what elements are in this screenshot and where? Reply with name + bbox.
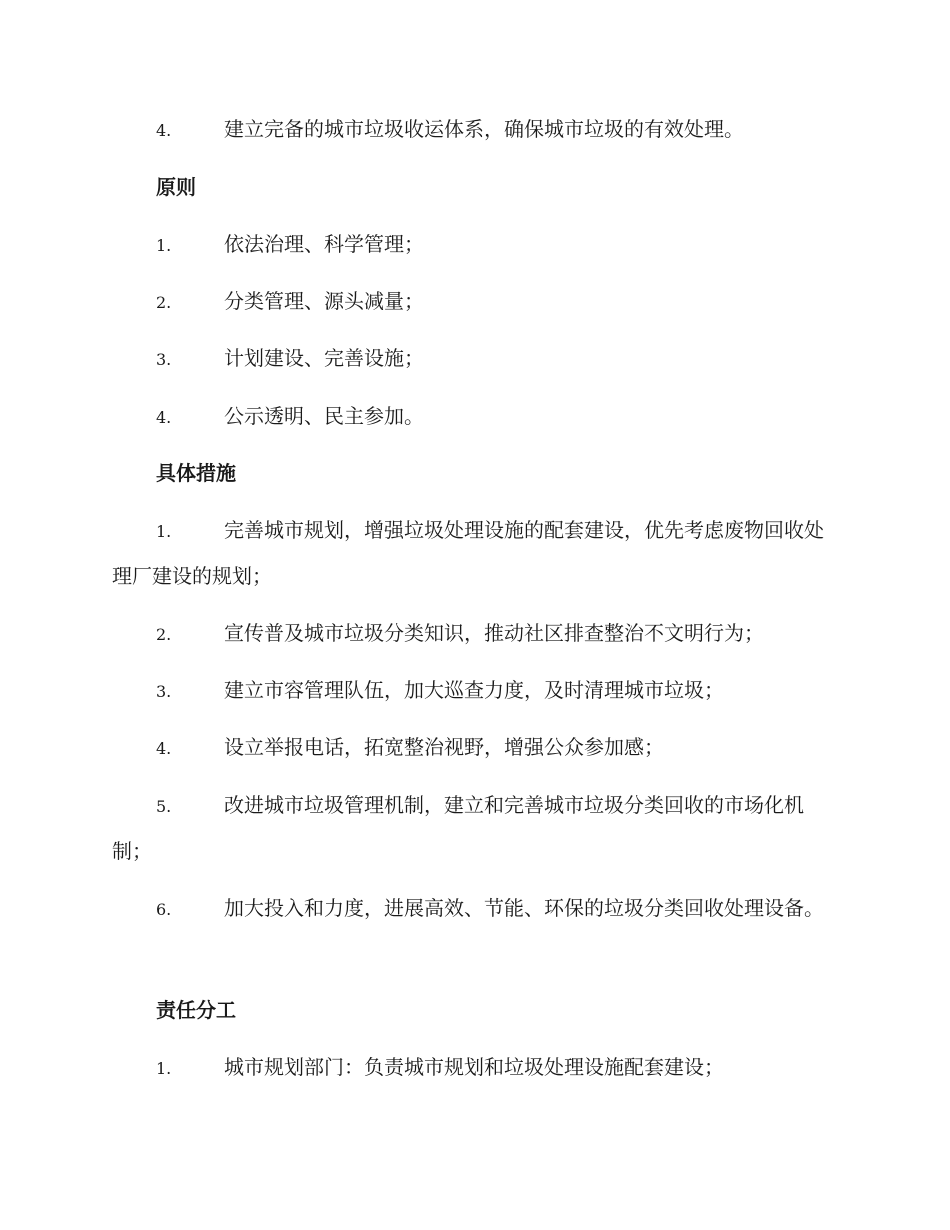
list-text: 改进城市垃圾管理机制，建立和完善城市垃圾分类回收的市场化机制； <box>112 793 804 863</box>
list-item-measure-4 <box>112 725 834 771</box>
list-item-measure-3 <box>112 668 834 714</box>
list-item-measure-1 <box>112 508 834 598</box>
list-number: 4. <box>156 408 172 427</box>
list-item-measure-5 <box>112 783 834 873</box>
list-number: 5. <box>156 797 172 816</box>
list-text: 建立完备的城市垃圾收运体系，确保城市垃圾的有效处理。 <box>224 117 744 141</box>
list-text: 分类管理、源头减量； <box>224 289 424 313</box>
list-item-principle-4 <box>112 394 834 440</box>
list-item-measure-6 <box>112 886 834 932</box>
list-item-measure-2 <box>112 611 834 657</box>
section-heading-measures: 具体措施 <box>156 461 236 485</box>
list-number: 1. <box>156 236 172 255</box>
list-number: 2. <box>156 293 172 312</box>
list-item-principle-1 <box>112 222 834 268</box>
list-item-principle-3 <box>112 336 834 382</box>
list-item-goal-4 <box>112 107 834 153</box>
section-heading-principles: 原则 <box>156 175 196 199</box>
list-text: 计划建设、完善设施； <box>224 346 424 370</box>
list-number: 1. <box>156 522 172 541</box>
list-number: 4. <box>156 739 172 758</box>
list-number: 4. <box>156 121 172 140</box>
list-text: 完善城市规划，增强垃圾处理设施的配套建设，优先考虑废物回收处理厂建设的规划； <box>112 518 824 588</box>
list-number: 3. <box>156 682 172 701</box>
list-item-responsibility-1 <box>112 1045 834 1091</box>
list-text: 宣传普及城市垃圾分类知识，推动社区排查整治不文明行为； <box>224 621 764 645</box>
section-heading-responsibilities: 责任分工 <box>156 998 236 1022</box>
list-number: 6. <box>156 900 172 919</box>
list-text: 公示透明、民主参加。 <box>224 404 424 428</box>
list-text: 设立举报电话，拓宽整治视野，增强公众参加感； <box>224 735 664 759</box>
list-item-principle-2 <box>112 279 834 325</box>
list-text: 建立市容管理队伍，加大巡查力度，及时清理城市垃圾； <box>224 678 724 702</box>
list-number: 1. <box>156 1059 172 1078</box>
list-number: 3. <box>156 350 172 369</box>
list-text: 依法治理、科学管理； <box>224 232 424 256</box>
list-number: 2. <box>156 625 172 644</box>
list-text: 城市规划部门：负责城市规划和垃圾处理设施配套建设； <box>224 1055 724 1079</box>
list-text: 加大投入和力度，进展高效、节能、环保的垃圾分类回收处理设备。 <box>224 896 824 920</box>
